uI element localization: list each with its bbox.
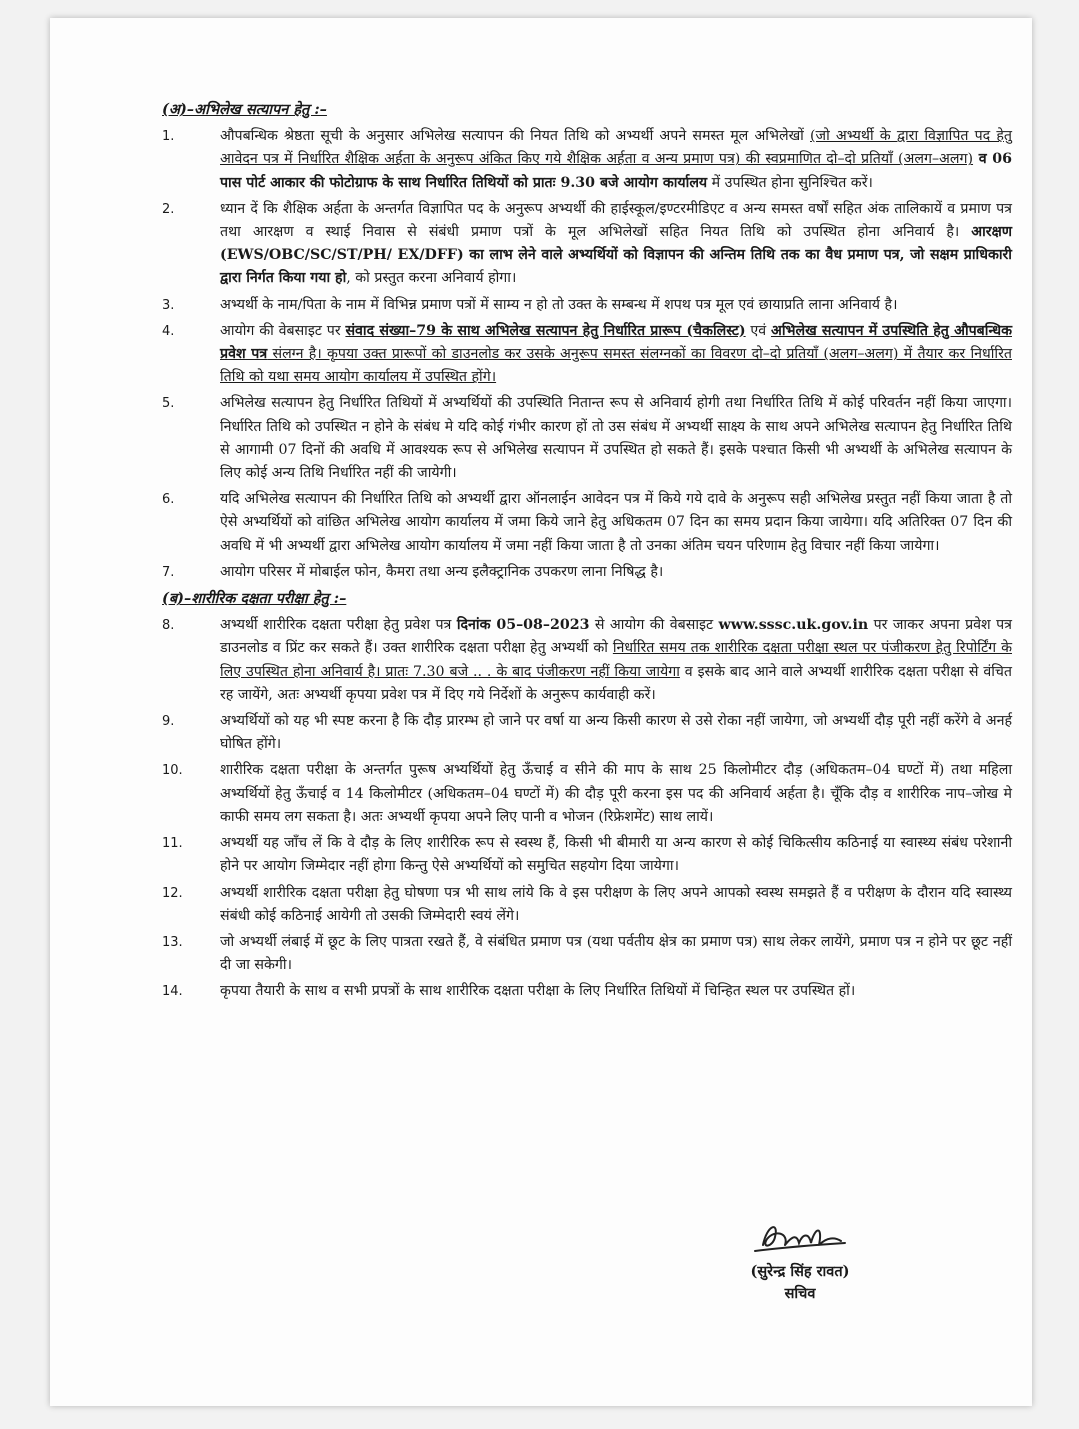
list-item	[162, 294, 1012, 317]
list-item	[162, 392, 1012, 485]
list-item	[162, 125, 1012, 195]
item-text-underlined: संलग्न है। कृपया उक्त प्रारूपों को डाउनलोड कर उसके अनुरूप समस्त संलग्नकों का विवरण दो–दो प्रतियाँ (अलग–अलग) में तैयार कर निर्धारित तिथि को यथा समय आयोग कार्यालय में उपस्थित होंगे।	[220, 346, 1012, 386]
item-text: से आयोग की वेबसाइट	[589, 617, 719, 634]
list-item	[162, 198, 1012, 291]
item-text: एवं	[745, 322, 771, 339]
item-number: 5.	[162, 396, 175, 412]
item-text: अभ्यर्थी शारीरिक दक्षता परीक्षा हेतु प्रवेश पत्र	[220, 617, 457, 634]
section-a-heading: (अ)–अभिलेख सत्यापन हेतु :–	[162, 101, 327, 118]
item-number: 13.	[162, 934, 183, 950]
item-text: आयोग की वेबसाइट पर	[220, 322, 346, 339]
list-item	[162, 320, 1012, 390]
list-item	[162, 759, 1012, 829]
item-text-bold: दिनांक 05–08–2023	[456, 617, 590, 634]
handwritten-signature	[745, 1215, 855, 1261]
item-text: अभ्यर्थी के नाम/पिता के नाम में विभिन्न प्रमाण पत्रों में साम्य न हो तो उक्त के सम्बन्ध में शपथ पत्र मूल एवं छायाप्रति लाना अनिवार्य है।	[220, 296, 898, 313]
item-text: अभिलेख सत्यापन हेतु निर्धारित तिथियों में अभ्यर्थियों की उपस्थिति नितान्त रूप से अनिवार्य होगी तथा निर्धारित तिथि में कोई परिवर्तन नहीं किया जाएगा। निर्धारित तिथि को उपस्थित न होने के संबंध मे यदि कोई गंभीर कारण हों तो उस संबंध में अभ्यर्थी साक्ष्य के साथ अपने अभिलेख सत्यापन हेतु निर्धारित तिथि से आगामी 07 दिनों की अवधि में आवश्यक रूप से अभिलेख सत्यापन में उपस्थित हो सकते हैं। इसके पश्चात किसी भी अभ्यर्थी के अभिलेख सत्यापन के लिए कोई अन्य तिथि निर्धारित नहीं की जायेगी।	[220, 395, 1012, 482]
item-number: 8.	[162, 618, 175, 634]
item-number: 6.	[162, 492, 175, 508]
item-text: औपबन्धिक श्रेष्ठता सूची के अनुसार अभिलेख सत्यापन की नियत तिथि को अभ्यर्थी अपने समस्त मूल अभिलेखों	[220, 128, 811, 145]
item-text-bold: संवाद संख्या–79 के साथ अभिलेख सत्यापन हेतु निर्धारित प्रारूप (चैकलिस्ट)	[345, 322, 746, 339]
website-text: www.sssc.uk.gov.in	[718, 617, 869, 634]
list-item	[162, 832, 1012, 878]
item-number: 1.	[162, 129, 175, 145]
item-text: जो अभ्यर्थी लंबाई में छूट के लिए पात्रता रखते हैं, वे संबंधित प्रमाण पत्र (यथा पर्वतीय क्षेत्र का प्रमाण पत्र) साथ लेकर लायेंगे, प्रमाण पत्र न होने पर छूट नहीं दी जा सकेगी।	[220, 933, 1012, 974]
list-item	[162, 561, 1012, 584]
item-text: व इसके बाद आने वाले अभ्यर्थी शारीरिक दक्षता परीक्षा से वंचित रह जायेंगे, अतः अभ्यर्थी कृपया प्रवेश पत्र में दिए गये निर्देशों के अनुरूप कार्यवाही करें।	[220, 663, 1012, 703]
item-text-bold: आरक्षण (EWS/OBC/SC/ST/PH/ EX/DFF) का लाभ लेने वाले अभ्यर्थियों को विज्ञापन की अन्तिम तिथि तक का वैध प्रमाण पत्र, जो सक्षम प्राधिकारी द्वारा निर्गत किया गया हो	[220, 224, 1012, 287]
item-number: 12.	[162, 885, 183, 901]
list-item	[162, 931, 1012, 977]
item-number: 4.	[162, 323, 175, 339]
item-number: 2.	[162, 201, 175, 217]
signatory-designation: सचिव	[784, 1285, 816, 1302]
item-text: अभ्यर्थी शारीरिक दक्षता परीक्षा हेतु घोषणा पत्र भी साथ लांये कि वे इस परीक्षण के लिए अपने आपको स्वस्थ समझते हैं व परीक्षण के दौरान यदि स्वास्थ्य संबंधी कोई कठिनाई आयेगी तो उसकी जिम्मेदारी स्वयं लेंगे।	[220, 884, 1012, 924]
section-b-heading: (ब)–शारीरिक दक्षता परीक्षा हेतु :–	[162, 590, 347, 608]
list-item	[162, 882, 1012, 928]
item-text: शारीरिक दक्षता परीक्षा के अन्तर्गत पुरूष अभ्यर्थियों हेतु ऊँचाई व सीने की माप के साथ 25 किलोमीटर दौड़ (अधिकतम–04 घण्टों में) तथा महिला अभ्यर्थियों हेतु ऊँचाई व 14 किलोमीटर (अधिकतम–04 घण्टों में) की दौड़ पूरी करना इस पद की अनिवार्य अर्हता है। चूँकि दौड़ व शारीरिक नाप–जोख मे काफी समय लग सकता है। अतः अभ्यर्थी कृपया अपने लिए पानी व भोजन (रिफ्रेशमेंट) साथ लायें।	[220, 762, 1012, 825]
item-number: 3.	[162, 297, 175, 313]
item-text: आयोग परिसर में मोबाईल फोन, कैमरा तथा अन्य इलैक्ट्रानिक उपकरण लाना निषिद्ध है।	[220, 563, 664, 580]
item-text: ध्यान दें कि शैक्षिक अर्हता के अन्तर्गत विज्ञापित पद के अनुरूप अभ्यर्थी की हाईस्कूल/इण्टरमीडिएट व अन्य समस्त वर्षों सहित अंक तालिकायें व प्रमाण पत्र तथा आरक्षण व स्थाई निवास से संबंधी प्रमाण पत्रों के मूल अभिलेखों सहित नियत तिथि को उपस्थित होना अनिवार्य है।	[220, 200, 1012, 241]
item-number: 7.	[162, 564, 175, 580]
item-text: में उपस्थित होना सुनिश्चित करें।	[707, 174, 873, 191]
signature-block	[700, 1215, 900, 1305]
item-text-underlined: निर्धारित समय तक शारीरिक दक्षता परीक्षा स्थल पर पंजीकरण हेतु रिपोर्टिंग के लिए उपस्थित होना अनिवार्य है। प्रातः 7.30 बजे .. . के बाद पंजीकरण नहीं किया जायेगा	[220, 640, 1012, 680]
signatory-name: (सुरेन्द्र सिंह रावत)	[750, 1263, 850, 1280]
document-body	[162, 96, 1012, 1007]
item-number: 11.	[162, 836, 183, 852]
item-text-bold: अभिलेख सत्यापन में उपस्थिति हेतु औपबन्धिक प्रवेश पत्र	[220, 322, 1012, 363]
list-item	[162, 614, 1012, 707]
item-number: 14.	[162, 984, 183, 1000]
item-text-bold: व 06 पास पोर्ट आकार की फोटोग्राफ के साथ निर्धारित तिथियों को प्रातः 9.30 बजे आयोग कार्यालय	[220, 151, 1012, 191]
list-item	[162, 488, 1012, 558]
item-text: अभ्यर्थी यह जाँच लें कि वे दौड़ के लिए शारीरिक रूप से स्वस्थ हैं, किसी भी बीमारी या अन्य कारण से कोई चिकित्सीय कठिनाई या स्वास्थ्य संबंध परेशानी होने पर आयोग जिम्मेदार नहीं होगा किन्तु ऐसे अभ्यर्थियों को समुचित सहयोग दिया जायेगा।	[220, 835, 1012, 875]
item-number: 9.	[162, 714, 175, 730]
item-text: कृपया तैयारी के साथ व सभी प्रपत्रों के साथ शारीरिक दक्षता परीक्षा के लिए निर्धारित तिथियों में चिन्हित स्थल पर उपस्थित हों।	[220, 983, 856, 1000]
list-item	[162, 980, 1012, 1003]
item-text: यदि अभिलेख सत्यापन की निर्धारित तिथि को अभ्यर्थी द्वारा ऑनलाईन आवेदन पत्र में किये गये दावे के अनुरूप सही अभिलेख प्रस्तुत नहीं किया जाता है तो ऐसे अभ्यर्थियों को वांछित अभिलेख आयोग कार्यालय में जमा किये जाने हेतु अधिकतम 07 दिन का समय प्रदान किया जायेगा। यदि अतिरिक्त 07 दिन की अवधि में भी अभ्यर्थी द्वारा अभिलेख आयोग कार्यालय में जमा नहीं किया जाता है तो उनका अंतिम चयन परिणाम हेतु विचार नहीं किया जायेगा।	[220, 491, 1012, 554]
document-page	[50, 18, 1032, 1406]
item-text: पर जाकर अपना प्रवेश पत्र डाउनलोड व प्रिंट कर सकते हैं। उक्त शारीरिक दक्षता परीक्षा हेतु अभ्यर्थी को	[220, 617, 1012, 657]
list-item	[162, 710, 1012, 756]
item-number: 10.	[162, 763, 183, 779]
item-text-underlined: (जो अभ्यर्थी के द्वारा विज्ञापित पद हेतु आवेदन पत्र में निर्धारित शैक्षिक अर्हता के अनुरूप अंकित किए गये शैक्षिक अर्हता व अन्य प्रमाण पत्र) की स्वप्रमाणित दो–दो प्रतियाँ (अलग–अलग)	[220, 128, 1012, 168]
item-text: अभ्यर्थियों को यह भी स्पष्ट करना है कि दौड़ प्रारम्भ हो जाने पर वर्षा या अन्य किसी कारण से उसे रोका नहीं जायेगा, जो अभ्यर्थी दौड़ पूरी नहीं करेंगे वे अनर्ह घोषित होंगे।	[220, 713, 1012, 753]
item-text: , को प्रस्तुत करना अनिवार्य होगा।	[346, 270, 517, 287]
